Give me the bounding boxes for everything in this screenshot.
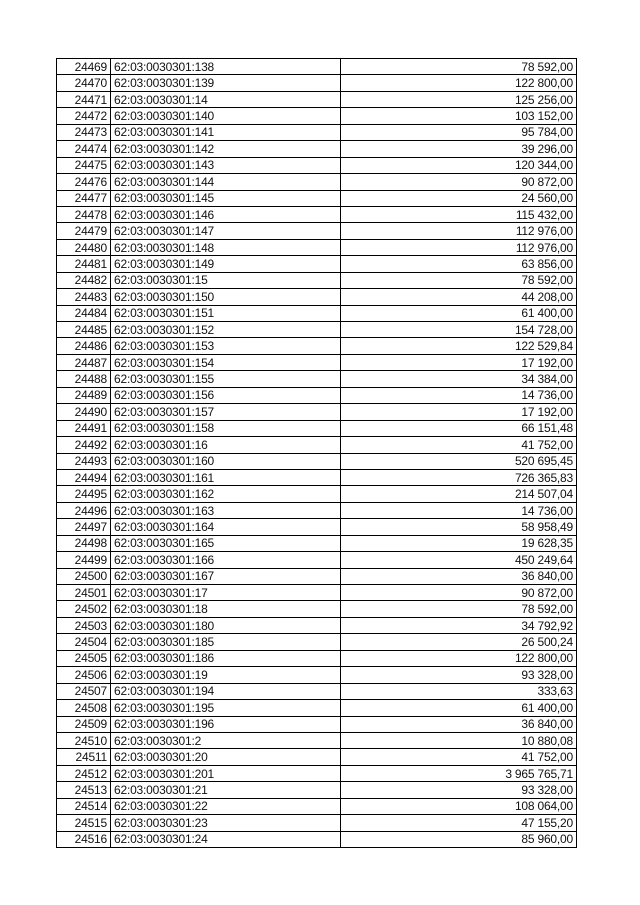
value-cell: 103 152,00 [341, 108, 577, 124]
row-number-cell: 24471 [57, 91, 111, 107]
row-number-cell: 24480 [57, 239, 111, 255]
value-cell: 112 976,00 [341, 223, 577, 239]
cadastral-number-cell: 62:03:0030301:157 [111, 404, 341, 420]
row-number-cell: 24495 [57, 486, 111, 502]
row-number-cell: 24499 [57, 552, 111, 568]
value-cell: 41 752,00 [341, 749, 577, 765]
cadastral-number-cell: 62:03:0030301:142 [111, 141, 341, 157]
table-row [57, 486, 577, 502]
row-number-cell: 24486 [57, 338, 111, 354]
row-number-cell: 24502 [57, 601, 111, 617]
cadastral-number-cell: 62:03:0030301:139 [111, 75, 341, 91]
cadastral-number-cell: 62:03:0030301:15 [111, 272, 341, 288]
table-row [57, 765, 577, 781]
cadastral-number-cell: 62:03:0030301:23 [111, 815, 341, 831]
cadastral-number-cell: 62:03:0030301:160 [111, 453, 341, 469]
table-row [57, 650, 577, 666]
cadastral-number-cell: 62:03:0030301:151 [111, 305, 341, 321]
cadastral-number-cell: 62:03:0030301:144 [111, 174, 341, 190]
value-cell: 93 328,00 [341, 782, 577, 798]
value-cell: 61 400,00 [341, 305, 577, 321]
value-cell: 3 965 765,71 [341, 765, 577, 781]
cadastral-number-cell: 62:03:0030301:165 [111, 535, 341, 551]
value-cell: 36 840,00 [341, 568, 577, 584]
row-number-cell: 24506 [57, 667, 111, 683]
cadastral-number-cell: 62:03:0030301:152 [111, 322, 341, 338]
row-number-cell: 24475 [57, 157, 111, 173]
row-number-cell: 24497 [57, 519, 111, 535]
cadastral-number-cell: 62:03:0030301:147 [111, 223, 341, 239]
row-number-cell: 24477 [57, 190, 111, 206]
row-number-cell: 24470 [57, 75, 111, 91]
row-number-cell: 24508 [57, 700, 111, 716]
value-cell: 93 328,00 [341, 667, 577, 683]
row-number-cell: 24496 [57, 502, 111, 518]
row-number-cell: 24501 [57, 585, 111, 601]
row-number-cell: 24476 [57, 174, 111, 190]
value-cell: 520 695,45 [341, 453, 577, 469]
row-number-cell: 24493 [57, 453, 111, 469]
value-cell: 61 400,00 [341, 700, 577, 716]
row-number-cell: 24504 [57, 634, 111, 650]
value-cell: 333,63 [341, 683, 577, 699]
cadastral-number-cell: 62:03:0030301:2 [111, 732, 341, 748]
value-cell: 41 752,00 [341, 437, 577, 453]
cadastral-number-cell: 62:03:0030301:180 [111, 617, 341, 633]
cadastral-number-cell: 62:03:0030301:18 [111, 601, 341, 617]
cadastral-number-cell: 62:03:0030301:19 [111, 667, 341, 683]
row-number-cell: 24472 [57, 108, 111, 124]
cadastral-number-cell: 62:03:0030301:22 [111, 798, 341, 814]
value-cell: 154 728,00 [341, 322, 577, 338]
row-number-cell: 24473 [57, 124, 111, 140]
cadastral-number-cell: 62:03:0030301:16 [111, 437, 341, 453]
table-row [57, 502, 577, 518]
row-number-cell: 24515 [57, 815, 111, 831]
value-cell: 78 592,00 [341, 272, 577, 288]
row-number-cell: 24490 [57, 404, 111, 420]
value-cell: 26 500,24 [341, 634, 577, 650]
table-row [57, 371, 577, 387]
table-row [57, 239, 577, 255]
table-row [57, 322, 577, 338]
table-row [57, 141, 577, 157]
value-cell: 450 249,64 [341, 552, 577, 568]
table-row [57, 305, 577, 321]
value-cell: 90 872,00 [341, 174, 577, 190]
table-row [57, 75, 577, 91]
cadastral-number-cell: 62:03:0030301:161 [111, 469, 341, 485]
table-row [57, 469, 577, 485]
value-cell: 17 192,00 [341, 354, 577, 370]
row-number-cell: 24513 [57, 782, 111, 798]
value-cell: 10 880,08 [341, 732, 577, 748]
table-row [57, 798, 577, 814]
table-row [57, 338, 577, 354]
row-number-cell: 24474 [57, 141, 111, 157]
table-row [57, 568, 577, 584]
cadastral-number-cell: 62:03:0030301:20 [111, 749, 341, 765]
table-row [57, 420, 577, 436]
value-cell: 108 064,00 [341, 798, 577, 814]
table-row [57, 683, 577, 699]
cadastral-number-cell: 62:03:0030301:150 [111, 289, 341, 305]
cadastral-number-cell: 62:03:0030301:24 [111, 831, 341, 847]
value-cell: 47 155,20 [341, 815, 577, 831]
table-row [57, 437, 577, 453]
value-cell: 78 592,00 [341, 601, 577, 617]
value-cell: 125 256,00 [341, 91, 577, 107]
table-row [57, 206, 577, 222]
cadastral-number-cell: 62:03:0030301:164 [111, 519, 341, 535]
row-number-cell: 24469 [57, 59, 111, 75]
cadastral-number-cell: 62:03:0030301:141 [111, 124, 341, 140]
table-row [57, 223, 577, 239]
row-number-cell: 24481 [57, 256, 111, 272]
row-number-cell: 24500 [57, 568, 111, 584]
table-row [57, 124, 577, 140]
value-cell: 122 529,84 [341, 338, 577, 354]
table-row [57, 256, 577, 272]
table-row [57, 174, 577, 190]
cadastral-number-cell: 62:03:0030301:14 [111, 91, 341, 107]
value-cell: 122 800,00 [341, 650, 577, 666]
cadastral-number-cell: 62:03:0030301:155 [111, 371, 341, 387]
value-cell: 112 976,00 [341, 239, 577, 255]
cadastral-number-cell: 62:03:0030301:195 [111, 700, 341, 716]
table-row [57, 634, 577, 650]
table-row [57, 519, 577, 535]
row-number-cell: 24510 [57, 732, 111, 748]
row-number-cell: 24503 [57, 617, 111, 633]
row-number-cell: 24488 [57, 371, 111, 387]
value-cell: 14 736,00 [341, 387, 577, 403]
cadastral-number-cell: 62:03:0030301:153 [111, 338, 341, 354]
cadastral-number-cell: 62:03:0030301:17 [111, 585, 341, 601]
cadastral-number-cell: 62:03:0030301:154 [111, 354, 341, 370]
cadastral-number-cell: 62:03:0030301:167 [111, 568, 341, 584]
table-row [57, 354, 577, 370]
value-cell: 19 628,35 [341, 535, 577, 551]
value-cell: 115 432,00 [341, 206, 577, 222]
table-row [57, 535, 577, 551]
value-cell: 39 296,00 [341, 141, 577, 157]
table-row [57, 404, 577, 420]
row-number-cell: 24482 [57, 272, 111, 288]
cadastral-number-cell: 62:03:0030301:166 [111, 552, 341, 568]
cadastral-number-cell: 62:03:0030301:185 [111, 634, 341, 650]
table-row [57, 387, 577, 403]
value-cell: 214 507,04 [341, 486, 577, 502]
row-number-cell: 24516 [57, 831, 111, 847]
value-cell: 36 840,00 [341, 716, 577, 732]
table-body [57, 59, 577, 848]
row-number-cell: 24491 [57, 420, 111, 436]
cadastral-number-cell: 62:03:0030301:145 [111, 190, 341, 206]
value-cell: 34 384,00 [341, 371, 577, 387]
cadastral-number-cell: 62:03:0030301:156 [111, 387, 341, 403]
table-row [57, 585, 577, 601]
row-number-cell: 24485 [57, 322, 111, 338]
table-row [57, 617, 577, 633]
table-row [57, 831, 577, 847]
cadastral-number-cell: 62:03:0030301:186 [111, 650, 341, 666]
table-row [57, 716, 577, 732]
registry-table [56, 58, 577, 848]
row-number-cell: 24483 [57, 289, 111, 305]
table-row [57, 601, 577, 617]
cadastral-number-cell: 62:03:0030301:196 [111, 716, 341, 732]
row-number-cell: 24498 [57, 535, 111, 551]
value-cell: 44 208,00 [341, 289, 577, 305]
cadastral-number-cell: 62:03:0030301:158 [111, 420, 341, 436]
cadastral-number-cell: 62:03:0030301:138 [111, 59, 341, 75]
table-row [57, 157, 577, 173]
cadastral-number-cell: 62:03:0030301:162 [111, 486, 341, 502]
cadastral-number-cell: 62:03:0030301:143 [111, 157, 341, 173]
table-row [57, 190, 577, 206]
row-number-cell: 24478 [57, 206, 111, 222]
table-row [57, 782, 577, 798]
value-cell: 63 856,00 [341, 256, 577, 272]
row-number-cell: 24492 [57, 437, 111, 453]
cadastral-number-cell: 62:03:0030301:146 [111, 206, 341, 222]
table-row [57, 289, 577, 305]
value-cell: 122 800,00 [341, 75, 577, 91]
value-cell: 85 960,00 [341, 831, 577, 847]
value-cell: 17 192,00 [341, 404, 577, 420]
cadastral-number-cell: 62:03:0030301:140 [111, 108, 341, 124]
row-number-cell: 24511 [57, 749, 111, 765]
row-number-cell: 24484 [57, 305, 111, 321]
cadastral-number-cell: 62:03:0030301:194 [111, 683, 341, 699]
value-cell: 90 872,00 [341, 585, 577, 601]
value-cell: 120 344,00 [341, 157, 577, 173]
table-row [57, 667, 577, 683]
value-cell: 14 736,00 [341, 502, 577, 518]
cadastral-number-cell: 62:03:0030301:163 [111, 502, 341, 518]
cadastral-number-cell: 62:03:0030301:149 [111, 256, 341, 272]
row-number-cell: 24487 [57, 354, 111, 370]
row-number-cell: 24507 [57, 683, 111, 699]
value-cell: 726 365,83 [341, 469, 577, 485]
row-number-cell: 24514 [57, 798, 111, 814]
table-row [57, 91, 577, 107]
cadastral-number-cell: 62:03:0030301:201 [111, 765, 341, 781]
table-row [57, 815, 577, 831]
cadastral-number-cell: 62:03:0030301:148 [111, 239, 341, 255]
row-number-cell: 24512 [57, 765, 111, 781]
row-number-cell: 24489 [57, 387, 111, 403]
value-cell: 66 151,48 [341, 420, 577, 436]
row-number-cell: 24509 [57, 716, 111, 732]
document-page [56, 58, 577, 848]
table-row [57, 59, 577, 75]
value-cell: 95 784,00 [341, 124, 577, 140]
row-number-cell: 24505 [57, 650, 111, 666]
table-row [57, 749, 577, 765]
row-number-cell: 24479 [57, 223, 111, 239]
row-number-cell: 24494 [57, 469, 111, 485]
table-row [57, 453, 577, 469]
table-row [57, 272, 577, 288]
value-cell: 78 592,00 [341, 59, 577, 75]
table-row [57, 108, 577, 124]
value-cell: 34 792,92 [341, 617, 577, 633]
value-cell: 24 560,00 [341, 190, 577, 206]
table-row [57, 552, 577, 568]
table-row [57, 700, 577, 716]
value-cell: 58 958,49 [341, 519, 577, 535]
table-row [57, 732, 577, 748]
cadastral-number-cell: 62:03:0030301:21 [111, 782, 341, 798]
